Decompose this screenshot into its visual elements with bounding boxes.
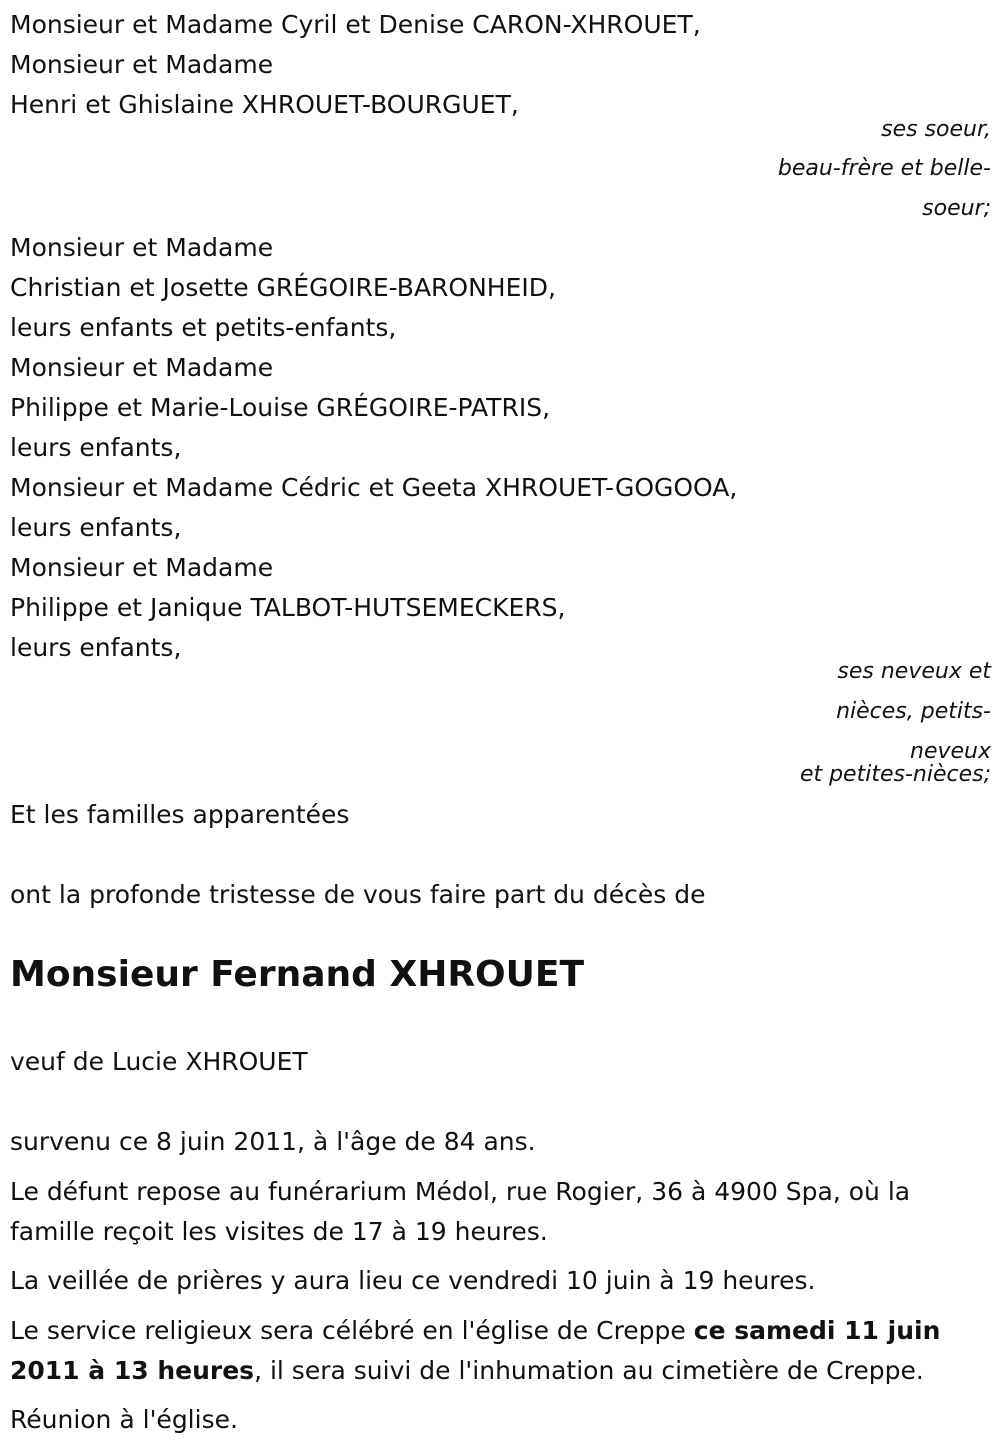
family-line: leurs enfants et petits-enfants, — [10, 313, 397, 342]
deceased-name: Monsieur Fernand XHROUET — [10, 954, 585, 995]
family-line: leurs enfants, — [10, 433, 182, 462]
family-line: Monsieur et Madame — [10, 553, 274, 582]
relation-line: nièces, petits- — [836, 699, 991, 724]
relation-line: beau-frère et belle- — [777, 156, 991, 181]
family-line: Monsieur et Madame — [10, 353, 274, 382]
meeting-info: Réunion à l'église. — [10, 1405, 238, 1434]
family-line: Henri et Ghislaine XHROUET-BOURGUET, — [10, 90, 519, 119]
family-line: Monsieur et Madame Cédric et Geeta XHROUET-GOGOOA, — [10, 473, 738, 502]
announcement: ont la profonde tristesse de vous faire part du décès de — [10, 880, 706, 909]
family-line: Philippe et Janique TALBOT-HUTSEMECKERS, — [10, 593, 566, 622]
family-line: Christian et Josette GRÉGOIRE-BARONHEID, — [10, 273, 556, 302]
family-line: leurs enfants, — [10, 513, 182, 542]
widower-line: veuf de Lucie XHROUET — [10, 1047, 308, 1076]
families-line: Et les familles apparentées — [10, 800, 350, 829]
family-line: Monsieur et Madame Cyril et Denise CARON-XHROUET, — [10, 10, 701, 39]
family-line: leurs enfants, — [10, 633, 182, 662]
relation-line: et petites-nièces; — [799, 762, 991, 787]
relation-line: soeur; — [922, 196, 991, 221]
repose-info: Le défunt repose au funérarium Médol, rue Rogier, 36 à 4900 Spa, où la famille reçoit les visites de 17 à 19 heures. — [10, 1177, 911, 1246]
service-text: Le service religieux sera célébré en l'église de Creppe — [10, 1316, 694, 1345]
relation-line: neveux — [910, 739, 991, 764]
family-line: Philippe et Marie-Louise GRÉGOIRE-PATRIS, — [10, 393, 551, 422]
service-date: ce samedi 11 juin 2011 à 13 heures — [10, 1316, 941, 1385]
family-line: Monsieur et Madame — [10, 50, 274, 79]
relation-line: ses neveux et — [837, 659, 991, 684]
death-date: survenu ce 8 juin 2011, à l'âge de 84 ans. — [10, 1127, 536, 1156]
service-info — [10, 1311, 980, 1391]
relation-line: ses soeur, — [881, 117, 991, 142]
family-line: Monsieur et Madame — [10, 233, 274, 262]
service-text: , il sera suivi de l'inhumation au cimetière de Creppe. — [254, 1356, 924, 1385]
vigil-info: La veillée de prières y aura lieu ce vendredi 10 juin à 19 heures. — [10, 1266, 816, 1295]
